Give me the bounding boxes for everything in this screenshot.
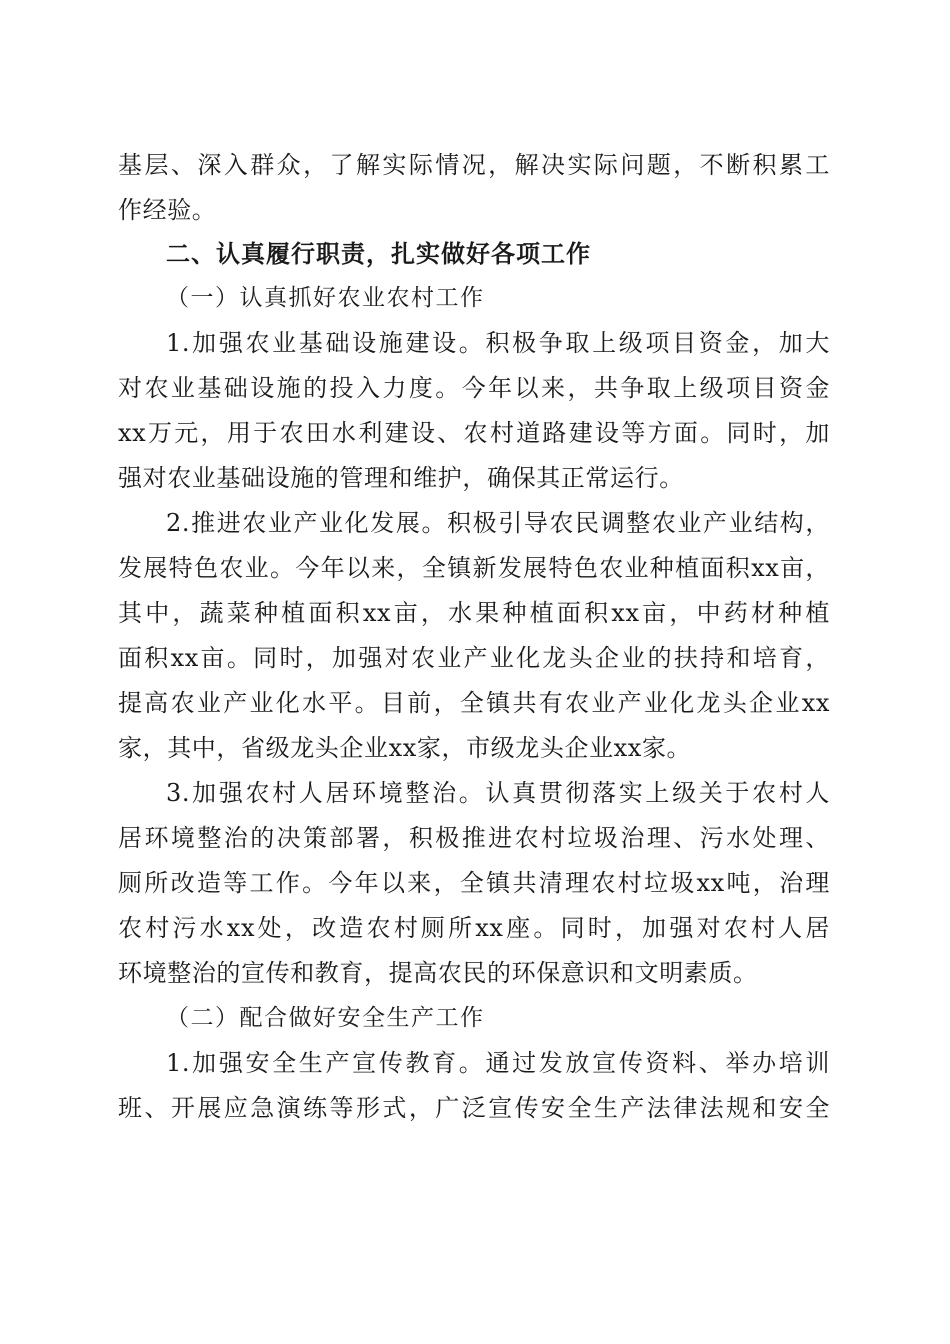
item-2-line: 发展特色农业。今年以来，全镇新发展特色农业种植面积xx亩， (118, 554, 830, 582)
item-2-line: 面积xx亩。同时，加强对农业产业化龙头企业的扶持和培育， (118, 644, 830, 672)
item-1-first-line: 1.加强农业基础设施建设。积极争取上级项目资金，加大 (166, 329, 830, 357)
subsection-heading-1: （一）认真抓好农业农村工作 (166, 285, 485, 311)
item-2-line: 其中，蔬菜种植面积xx亩，水果种植面积xx亩，中药材种植 (118, 599, 830, 627)
item-3-line: 厕所改造等工作。今年以来，全镇共清理农村垃圾xx吨，治理 (118, 869, 830, 897)
item-3-line: 农村污水xx处，改造农村厕所xx座。同时，加强对农村人居 (118, 914, 830, 942)
item-3-last-line: 环境整治的宣传和教育，提高农民的环保意识和文明素质。 (118, 959, 758, 987)
item-2-line: 提高农业产业化水平。目前，全镇共有农业产业化龙头企业xx (118, 689, 830, 717)
item-3-line: 居环境整治的决策部署，积极推进农村垃圾治理、污水处理、 (118, 824, 830, 852)
section-heading-2: 二、认真履行职责，扎实做好各项工作 (166, 240, 591, 268)
item-1-line: 对农业基础设施的投入力度。今年以来，共争取上级项目资金 (118, 374, 830, 402)
safety-item-1-line: 班、开展应急演练等形式，广泛宣传安全生产法律法规和安全 (118, 1094, 830, 1122)
item-1-line: xx万元，用于农田水利建设、农村道路建设等方面。同时，加 (118, 419, 830, 447)
paragraph-continuation-line: 基层、深入群众，了解实际情况，解决实际问题，不断积累工 (118, 151, 830, 179)
safety-item-1-first-line: 1.加强安全生产宣传教育。通过发放宣传资料、举办培训 (166, 1049, 830, 1077)
item-1-last-line: 强对农业基础设施的管理和维护，确保其正常运行。 (118, 464, 684, 492)
item-2-last-line: 家，其中，省级龙头企业xx家，市级龙头企业xx家。 (118, 734, 692, 762)
item-2-first-line: 2.推进农业产业化发展。积极引导农民调整农业产业结构， (166, 509, 830, 537)
subsection-heading-2: （二）配合做好安全生产工作 (166, 1005, 485, 1031)
paragraph-continuation-line: 作经验。 (118, 196, 217, 224)
item-3-first-line: 3.加强农村人居环境整治。认真贯彻落实上级关于农村人 (166, 779, 830, 807)
